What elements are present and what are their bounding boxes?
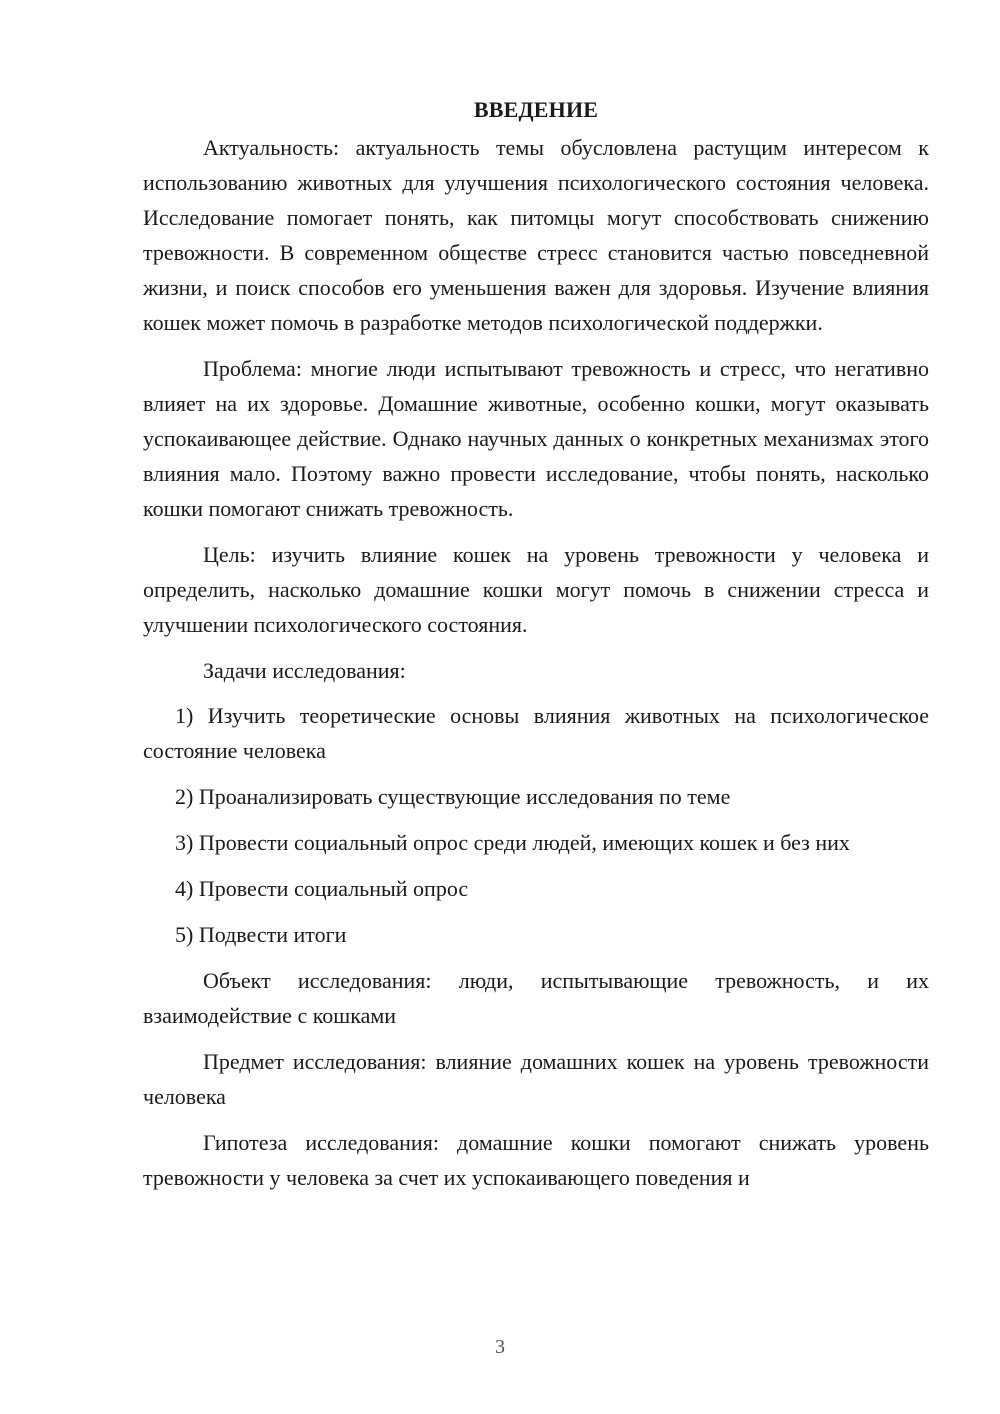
- section-heading: ВВЕДЕНИЕ: [473, 97, 599, 122]
- page-number: 3: [495, 1336, 505, 1358]
- goal-paragraph: Цель: изучить влияние кошек на уровень тревожности у человека и определить, насколько домашние кошки могут помочь в снижении стресса и улучшении психологического состояния.: [143, 542, 929, 637]
- task-item: 5) Подвести итоги: [175, 922, 347, 947]
- task-item: 4) Провести социальный опрос: [175, 876, 469, 901]
- problem-paragraph: Проблема: многие люди испытывают тревожность и стресс, что негативно влияет на их здоровье. Домашние животные, особенно кошки, могут оказывать успокаивающее действие. Однако научных данных о конкретных механизмах этого влияния мало. Поэтому важно провести исследование, чтобы понять, насколько кошки помогают снижать тревожность.: [143, 356, 929, 521]
- subject-paragraph: Предмет исследования: влияние домашних кошек на уровень тревожности человека: [143, 1049, 929, 1109]
- task-item: 3) Провести социальный опрос среди людей, имеющих кошек и без них: [175, 830, 850, 855]
- page-content: [143, 92, 929, 1206]
- object-paragraph: Объект исследования: люди, испытывающие тревожность, и их взаимодействие с кошками: [143, 968, 929, 1028]
- tasks-title: Задачи исследования:: [203, 658, 406, 683]
- task-item: 2) Проанализировать существующие исследования по теме: [175, 784, 731, 809]
- relevance-paragraph: Актуальность: актуальность темы обусловлена растущим интересом к использованию животных для улучшения психологического состояния человека. Исследование помогает понять, как питомцы могут способствовать снижению тревожности. В современном обществе стресс становится частью повседневной жизни, и поиск способов его уменьшения важен для здоровья. Изучение влияния кошек может помочь в разработке методов психологической поддержки.: [143, 135, 929, 335]
- task-item: 1) Изучить теоретические основы влияния животных на психологическое состояние человека: [143, 703, 929, 763]
- hypothesis-paragraph: Гипотеза исследования: домашние кошки помогают снижать уровень тревожности у человека за счет их успокаивающего поведения и: [143, 1130, 929, 1190]
- tasks-list: [143, 698, 929, 952]
